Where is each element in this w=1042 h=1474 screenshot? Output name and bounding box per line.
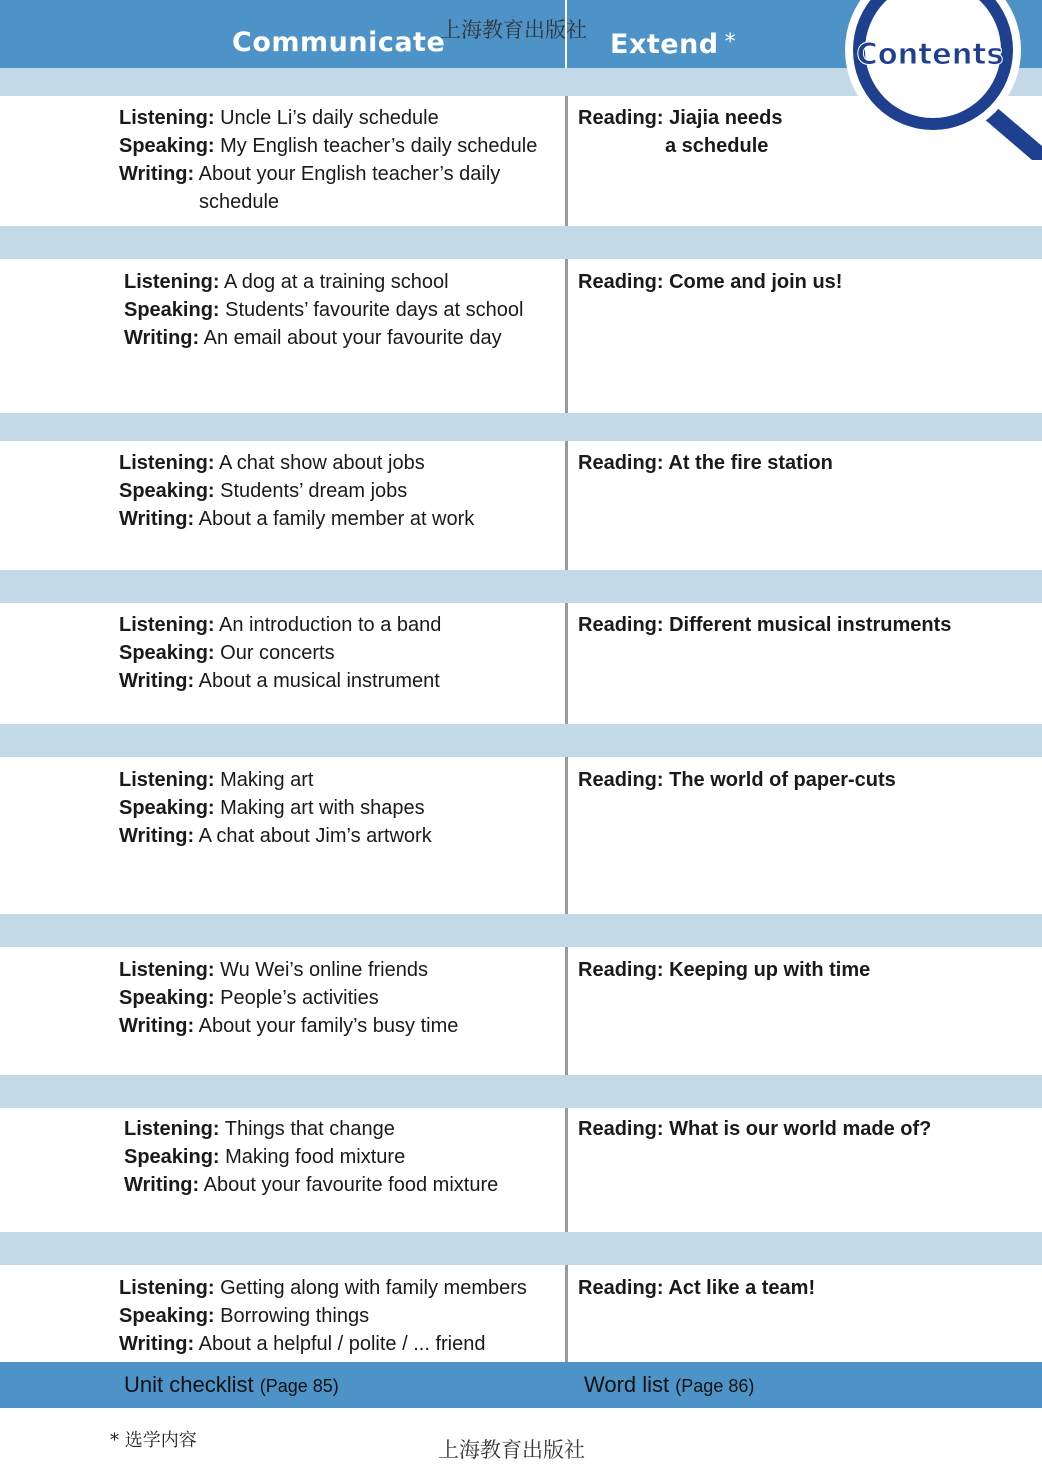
unit-2-extend bbox=[578, 268, 1018, 296]
reading-line: Reading: Act like a team! bbox=[578, 1277, 816, 1299]
speaking-line: Speaking: Our concerts bbox=[119, 642, 335, 664]
listening-line: Listening: Making art bbox=[119, 769, 314, 791]
row-separator-band bbox=[0, 1075, 1042, 1108]
writing-line: Writing: About your family’s busy time bbox=[119, 1015, 459, 1037]
contents-badge-text: Contents bbox=[856, 37, 1004, 71]
writing-line: Writing: About a helpful / polite / ... friend bbox=[119, 1333, 486, 1355]
column-heading-extend bbox=[610, 0, 736, 68]
reading-line: Reading: At the fire station bbox=[578, 452, 833, 474]
row-separator-band bbox=[0, 226, 1042, 259]
column-divider bbox=[565, 947, 568, 1075]
listening-line: Listening: Getting along with family members bbox=[119, 1277, 527, 1299]
row-separator-band bbox=[0, 413, 1042, 441]
unit-5-communicate bbox=[119, 766, 559, 850]
column-heading-communicate: Communicate bbox=[232, 27, 446, 58]
unit-6-extend bbox=[578, 956, 1018, 984]
speaking-line: Speaking: Borrowing things bbox=[119, 1305, 370, 1327]
speaking-line: Speaking: My English teacher’s daily schedule bbox=[119, 135, 538, 157]
speaking-line: Speaking: Making art with shapes bbox=[119, 797, 425, 819]
listening-line: Listening: Wu Wei’s online friends bbox=[119, 959, 428, 981]
word-list-page: (Page 86) bbox=[675, 1376, 755, 1396]
row-separator-band bbox=[0, 570, 1042, 603]
unit-1-communicate bbox=[119, 104, 559, 216]
extend-heading-text: Extend bbox=[610, 29, 719, 60]
writing-line: Writing: An email about your favourite day bbox=[124, 327, 502, 349]
speaking-line: Speaking: Students’ favourite days at school bbox=[124, 299, 524, 321]
unit-7-communicate bbox=[124, 1115, 564, 1199]
writing-line: Writing: About a family member at work bbox=[119, 508, 475, 530]
unit-5-extend bbox=[578, 766, 1018, 794]
row-separator-band bbox=[0, 914, 1042, 947]
reading-line: Reading: Come and join us! bbox=[578, 271, 843, 293]
speaking-line: Speaking: Making food mixture bbox=[124, 1146, 406, 1168]
column-divider bbox=[565, 757, 568, 914]
optional-content-note: * 选学内容 bbox=[110, 1430, 197, 1451]
column-divider bbox=[565, 1108, 568, 1232]
unit-checklist-link[interactable] bbox=[124, 1362, 339, 1408]
unit-checklist-title: Unit checklist bbox=[124, 1372, 254, 1397]
reading-line: Reading: Keeping up with time bbox=[578, 959, 871, 981]
writing-line: Writing: About a musical instrument bbox=[119, 670, 440, 692]
publisher-watermark-top: 上海教育出版社 bbox=[440, 18, 587, 42]
unit-6-communicate bbox=[119, 956, 559, 1040]
word-list-link[interactable] bbox=[584, 1362, 754, 1408]
writing-line: Writing: A chat about Jim’s artwork bbox=[119, 825, 432, 847]
listening-line: Listening: A dog at a training school bbox=[124, 271, 449, 293]
column-divider bbox=[565, 1265, 568, 1362]
column-divider bbox=[565, 259, 568, 413]
row-separator-band bbox=[0, 724, 1042, 757]
reading-line: Reading: The world of paper-cuts bbox=[578, 769, 896, 791]
contents-magnifier-icon bbox=[838, 0, 1042, 160]
writing-line: Writing: About your favourite food mixture bbox=[124, 1174, 499, 1196]
writing-line-continued: schedule bbox=[199, 191, 280, 213]
unit-7-extend bbox=[578, 1115, 1018, 1143]
listening-line: Listening: Uncle Li’s daily schedule bbox=[119, 107, 439, 129]
reading-line-continued: a schedule bbox=[665, 135, 769, 157]
writing-line: Writing: About your English teacher’s daily bbox=[119, 163, 501, 185]
optional-marker: * bbox=[724, 30, 737, 55]
reading-line: Reading: What is our world made of? bbox=[578, 1118, 932, 1140]
row-separator-band bbox=[0, 1232, 1042, 1265]
reading-line: Reading: Different musical instruments bbox=[578, 614, 952, 636]
column-divider bbox=[565, 441, 568, 570]
column-divider bbox=[565, 96, 568, 226]
unit-2-communicate bbox=[124, 268, 564, 352]
unit-4-communicate bbox=[119, 611, 559, 695]
reading-line: Reading: Jiajia needs bbox=[578, 107, 783, 129]
publisher-watermark-bottom: 上海教育出版社 bbox=[438, 1438, 585, 1462]
listening-line: Listening: An introduction to a band bbox=[119, 614, 442, 636]
column-divider bbox=[565, 603, 568, 724]
unit-3-extend bbox=[578, 449, 1018, 477]
unit-checklist-page: (Page 85) bbox=[259, 1376, 339, 1396]
unit-8-communicate bbox=[119, 1274, 559, 1358]
unit-4-extend bbox=[578, 611, 1018, 639]
word-list-title: Word list bbox=[584, 1372, 670, 1397]
listening-line: Listening: A chat show about jobs bbox=[119, 452, 425, 474]
unit-8-extend bbox=[578, 1274, 1018, 1302]
listening-line: Listening: Things that change bbox=[124, 1118, 395, 1140]
speaking-line: Speaking: People’s activities bbox=[119, 987, 379, 1009]
speaking-line: Speaking: Students’ dream jobs bbox=[119, 480, 408, 502]
unit-3-communicate bbox=[119, 449, 559, 533]
